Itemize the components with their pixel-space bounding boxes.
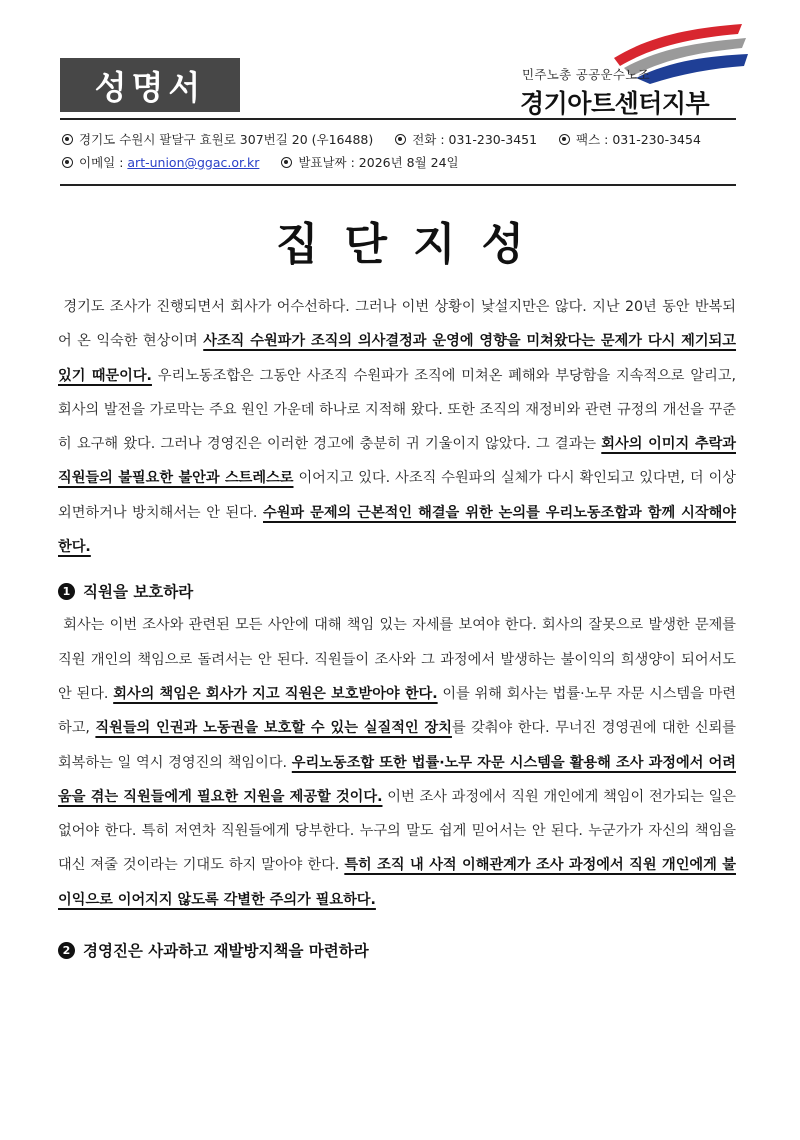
header (0, 0, 800, 190)
section-1-paragraph: 회사는 이번 조사와 관련된 모든 사안에 대해 책임 있는 자세를 보여야 한다. 회사의 잘못으로 발생한 문제를 직원 개인의 책임으로 돌려서는 안 된다. 직원들이 조사와 그 과정에서 발생하는 불이익의 희생양이 되어서도 안 된다. 회사의 책임은 회사가 지고 직원은 보호받아야 한다. 이를 위해 회사는 법률·노무 자문 시스템을 마련하고, 직원들의 인권과 노동권을 보호할 수 있는 실질적인 장치를 갖춰야 한다. 무너진 경영권에 대한 신뢰를 회복하는 일 역시 경영진의 책임이다. 우리노동조합 또한 법률·노무 자문 시스템을 활용해 조사 과정에서 어려움을 겪는 직원들에게 필요한 지원을 제공할 것이다. 이번 조사 과정에서 직원 개인에게 책임이 전가되는 일은 없어야 한다. 특히 저연차 직원들에게 당부한다. 누구의 말도 쉽게 믿어서는 안 된다. 누군가가 자신의 책임을 대신 져줄 것이라는 기대도 하지 말아야 한다. 특히 조직 내 사적 이해관계가 조사 과정에서 직원 개인에게 불이익으로 이어지지 않도록 각별한 주의가 필요하다. (58, 617, 737, 908)
doc-type-box (60, 58, 240, 112)
contact-line-1 (62, 130, 701, 148)
section-2-heading (58, 939, 736, 961)
contact-line-2 (62, 153, 459, 171)
fax: 팩스 : 031-230-3454 (576, 132, 701, 147)
union-branch-name: 경기아트센터지부 (520, 89, 710, 118)
statement-title: 집단지성 (275, 219, 550, 270)
number-circle-icon: 2 (58, 942, 75, 959)
divider-top (60, 118, 736, 120)
bullet-icon (62, 134, 73, 145)
bullet-icon (559, 134, 570, 145)
union-federation-name: 민주노총 공공운수노조 (522, 67, 651, 82)
email-link[interactable]: art-union@ggac.or.kr (127, 155, 260, 170)
bullet-icon (281, 157, 292, 168)
release-date: 발표날짜 : 2026년 8월 24일 (298, 155, 459, 170)
section-1-heading (58, 580, 736, 602)
union-logo (500, 18, 750, 118)
bullet-icon (62, 157, 73, 168)
email-label: 이메일 : (79, 155, 128, 170)
section-2-title: 경영진은 사과하고 재발방지책을 마련하라 (83, 942, 369, 961)
divider-bottom (60, 184, 736, 186)
bullet-icon (395, 134, 406, 145)
address: 경기도 수원시 팔달구 효원로 307번길 20 (우16488) (79, 132, 374, 147)
doc-type-label: 성명서 (94, 67, 206, 107)
phone: 전화 : 031-230-3451 (412, 132, 538, 147)
intro-paragraph: 경기도 조사가 진행되면서 회사가 어수선하다. 그러나 이번 상황이 낯설지만은 않다. 지난 20년 동안 반복되어 온 익숙한 현상이며 사조직 수원파가 조직의 의사결정과 운영에 영향을 미쳐왔다는 문제가 다시 제기되고 있기 때문이다. 우리노동조합은 그동안 사조직 수원파가 조직에 미쳐온 폐해와 부당함을 지속적으로 알리고, 회사의 발전을 가로막는 주요 원인 가운데 하나로 지적해 왔다. 또한 조직의 재정비와 관련 규정의 개선을 꾸준히 요구해 왔다. 그러나 경영진은 이러한 경고에 충분히 귀 기울이지 않았다. 그 결과는 회사의 이미지 추락과 직원들의 불필요한 불안과 스트레스로 이어지고 있다. 사조직 수원파의 실체가 다시 확인되고 있다면, 더 이상 외면하거나 방치해서는 안 된다. 수원파 문제의 근본적인 해결을 위한 논의를 우리노동조합과 함께 시작해야 한다. (58, 299, 737, 556)
number-circle-icon: 1 (58, 583, 75, 600)
statement-body (58, 290, 736, 967)
section-1-title: 직원을 보호하라 (83, 583, 194, 602)
